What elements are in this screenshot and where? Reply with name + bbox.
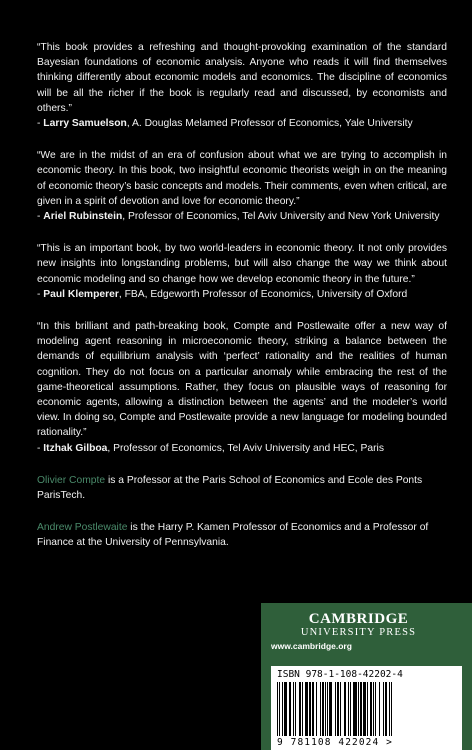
blurb-affiliation: , Professor of Economics, Tel Aviv University and New York University [122,211,440,223]
barcode-box [271,666,462,750]
blurb-gilboa [37,319,447,456]
blurb-affiliation: , A. Douglas Melamed Professor of Economics, Yale University [126,118,413,130]
blurb-quote: “This is an important book, by two world-leaders in economic theory. It not only provides new insights into longstanding problems, but will also change the way we think about economic modeling and so change how we develop economic theory in the future.” [37,243,447,285]
blurb-author: Itzhak Gilboa [43,442,108,454]
blurb-attribution: - Larry Samuelson, A. Douglas Melamed Professor of Economics, Yale University [37,118,413,130]
barcode-gap [392,682,393,736]
author-bio-text: is a Professor at the Paris School of Economics and Ecole des Ponts ParisTech. [37,474,423,502]
blurb-affiliation: , Professor of Economics, Tel Aviv University and HEC, Paris [107,442,384,454]
blurb-attribution: - Paul Klemperer, FBA, Edgeworth Professor of Economics, University of Oxford [37,288,408,300]
publisher-panel [261,603,472,750]
blurb-author: Paul Klemperer [43,288,119,300]
barcode-bars [277,682,456,736]
blurb-author: Larry Samuelson [43,118,127,130]
blurb-quote: “This book provides a refreshing and thought-provoking examination of the standard Bayesian foundations of economic analysis. Anyone who reads it will find themselves thinking differently about economic models and economics. The discipline of economics will be all the richer if the book is regularly read and discussed, by economists and others.” [37,42,447,114]
blurb-author: Ariel Rubinstein [43,211,123,223]
publisher-press: UNIVERSITY PRESS [300,627,417,638]
blurb-samuelson [37,40,447,131]
blurb-klemperer [37,241,447,302]
blurb-attribution: - Ariel Rubinstein, Professor of Economics, Tel Aviv University and New York University [37,211,440,223]
isbn-text: ISBN 978-1-108-42202-4 [277,669,403,680]
author-bio-compte [37,473,447,503]
blurb-quote: “In this brilliant and path-breaking book, Compte and Postlewaite offer a new way of modeling agent reasoning in microeconomic theory, striking a balance between the demands of equilibrium analysis with ‘perfect’ rationality and the realities of human cognition. They do not focus on a particular anomaly while embracing the rest of the game-theoretical assumptions. Rather, they focus on plausible ways of reasoning for economic agents, allowing a distinction between the agents’ and the modeler’s world view. In doing so, Compte and Postlewaite provide a new language for modeling bounded rationality.” [37,321,447,439]
author-bio-postlewaite [37,520,447,550]
blurb-attribution: - Itzhak Gilboa, Professor of Economics, Tel Aviv University and HEC, Paris [37,442,384,454]
blurb-affiliation: , FBA, Edgeworth Professor of Economics, University of Oxford [118,288,408,300]
ean-digits: 9 781108 422024 > [277,737,393,748]
publisher-logo: CAMBRIDGE [308,611,409,627]
author-name: Andrew Postlewaite [37,522,128,534]
blurb-quote: “We are in the midst of an era of confusion about what we are trying to accomplish in economic theory. In this book, two insightful economic theorists weigh in on the meaning of economic theory’s basic concepts and models. Their comments, even when critical, are given in a spirit of devotion and love for economic theory.” [37,150,447,207]
author-name: Olivier Compte [37,474,106,486]
author-bio-text: is the Harry P. Kamen Professor of Economics and a Professor of Finance at the University of Pennsylvania. [37,522,429,549]
blurb-rubinstein [37,148,447,224]
publisher-url: www.cambridge.org [271,641,352,651]
blurbs [37,40,447,568]
